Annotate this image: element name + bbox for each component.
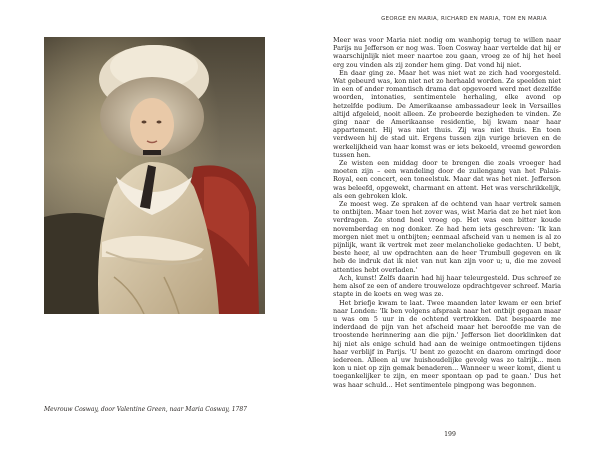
paragraph: Ach, kunst! Zelfs daarin had hij haar teleurgesteld. Dus schreef ze hem alsof ze een of andere trouweloze opdrachtgever schreef. Maria stapte in de koets en weg was ze. bbox=[333, 273, 561, 299]
paragraph: Ze moest weg. Ze spraken af de ochtend van haar vertrek samen te ontbijten. Maar toen het zover was, wist Maria dat ze het niet kon verdragen. Ze stond heel vroeg op. Het was een bitter koude novemberdag en nog donker. Ze had hem iets geschreven: 'Ik kan morgen niet met u ontbijten; eenmaal afscheid van u nemen is al zo pijnlijk, want ik vertrek met zeer melancholieke gedachten. U bebt, beste heer, al uw opdrachten aan de heer Trumbull gegeven en ik heb de indruk dat ik niet van nut kan zijn voor u; u, die me zoveel attenties hebt overladen.' bbox=[333, 200, 561, 274]
page-number: 199 bbox=[444, 431, 456, 438]
running-head: GEORGE EN MARIA, RICHARD EN MARIA, TOM EN MARIA bbox=[381, 16, 547, 22]
portrait-illustration bbox=[44, 37, 265, 314]
body-text bbox=[333, 36, 561, 389]
paragraph: Meer was voor Maria niet nodig om wanhopig terug te willen naar Parijs nu Jefferson er nog was. Toen Cosway haar vertelde dat hij er waarschijnlijk niet meer naartoe zou gaan, vroeg ze of hij het heel erg zou vinden als zij zonder hem ging. Dat vond hij niet. bbox=[333, 36, 561, 69]
right-page bbox=[300, 0, 600, 460]
portrait-caption: Mevrouw Cosway, door Valentine Green, naar Maria Cosway, 1787 bbox=[44, 406, 247, 413]
paragraph: En daar ging ze. Maar het was niet wat ze zich had voorgesteld. Wat gebeurd was, kon niet net zo herhaald worden. Ze speelden niet in een of ander romantisch drama dat opgevoerd werd met dezelfde woorden, intonaties, sentimentele herhaling, elke avond op hetzelfde podium. De Amerikaanse ambassadeur leek in Versailles altijd afgeleid, nooit alleen. Ze probeerde bezigheden te vinden. Ze ging naar de Amerikaanse residentie, bij kwam naar haar appartement. Hij was niet thuis. Zij was niet thuis. En toen verdween hij de stad uit. Ergens tussen zijn vurige brieven en de werkelijkheid van haar komst was er iets bekoeld, vreemd geworden tussen hen. bbox=[333, 68, 561, 159]
paragraph: Het briefje kwam te laat. Twee maanden later kwam er een brief naar Londen: 'Ik ben volgens afspraak naar het ontbijt gegaan maar u was om 5 uur in de ochtend vertrokken. Dat bespaarde me inderdaad de pijn van het afscheid maar het beroofde me van de troostende herinnering aan die pijn.' Jefferson liet doorklinken dat hij niet als enige schuld had aan de weinige ontmoetingen tijdens haar verblijf in Parijs. 'U bent zo gezocht en daarom omringd door iedereen. Alleen al uw huishoudelijke gevolg was zo talrijk... men kon u niet op zijn gemak benaderen... Wanneer u weer komt, dient u toegankelijker te zijn, en meer spontaan op pad te gaan.' Dus het was haar schuld... Het sentimentele pingpong was begonnen. bbox=[333, 298, 561, 389]
paragraph: Ze wisten een middag door te brengen die zoals vroeger had moeten zijn – een wandeling door de zuilengang van het Palais-Royal, een concert, een toneelstuk. Maar dat was het niet. Jefferson was beleefd, opgewekt, charmant en attent. Het was verschrikkelijk, als een gebroken klok. bbox=[333, 159, 561, 200]
